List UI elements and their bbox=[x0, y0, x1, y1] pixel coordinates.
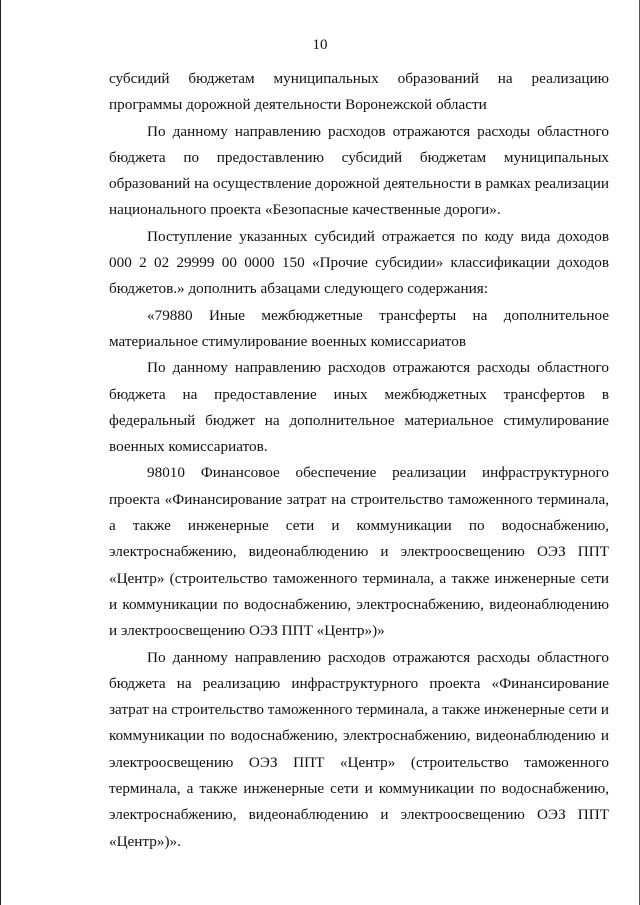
paragraph: По данному направлению расходов отражаются расходы областного бюджета на предоставление иных межбюджетных трансфертов в федеральный бюджет на дополнительное материальное стимулирование военных комиссариатов. bbox=[109, 359, 609, 456]
paragraph: По данному направлению расходов отражаются расходы областного бюджета на реализацию инфраструктурного проекта «Финансирование затрат на строительство таможенного терминала, а также инженерные сети и коммуникации по водоснабжению, электроснабжению, видеонаблюдению и электроосвещению ОЭЗ ППТ «Центр» (строительство таможенного терминала, а также инженерные сети и коммуникации по водоснабжению, электроснабжению, видеонаблюдению и электроосвещению ОЭЗ ППТ «Центр»)». bbox=[109, 648, 610, 850]
document-body bbox=[109, 66, 609, 855]
paragraph: Поступление указанных субсидий отражается по коду вида доходов 000 2 02 29999 00 0000 150 «Прочие субсидии» классификации доходов бюджетов.» дополнить абзацами следующего содержания: bbox=[109, 227, 609, 298]
paragraph: По данному направлению расходов отражаются расходы областного бюджета по предоставлению субсидий бюджетам муниципальных образований на осуществление дорожной деятельности в рамках реализации национального проекта «Безопасные качественные дороги». bbox=[109, 122, 609, 219]
paragraph: субсидий бюджетам муниципальных образований на реализацию программы дорожной деятельности Воронежской области bbox=[109, 70, 609, 114]
page-number: 10 bbox=[312, 37, 328, 53]
paragraph: 98010 Финансовое обеспечение реализации инфраструктурного проекта «Финансирование затрат на строительство таможенного терминала, а также инженерные сети и коммуникации по водоснабжению, электроснабжению, видеонаблюдению и электроосвещению ОЭЗ ППТ «Центр» (строительство таможенного терминала, а также инженерные сети и коммуникации по водоснабжению, электроснабжению, видеонаблюдению и электроосвещению ОЭЗ ППТ «Центр»)» bbox=[109, 464, 609, 640]
paragraph: «79880 Иные межбюджетные трансферты на дополнительное материальное стимулирование военных комиссариатов bbox=[109, 306, 609, 350]
